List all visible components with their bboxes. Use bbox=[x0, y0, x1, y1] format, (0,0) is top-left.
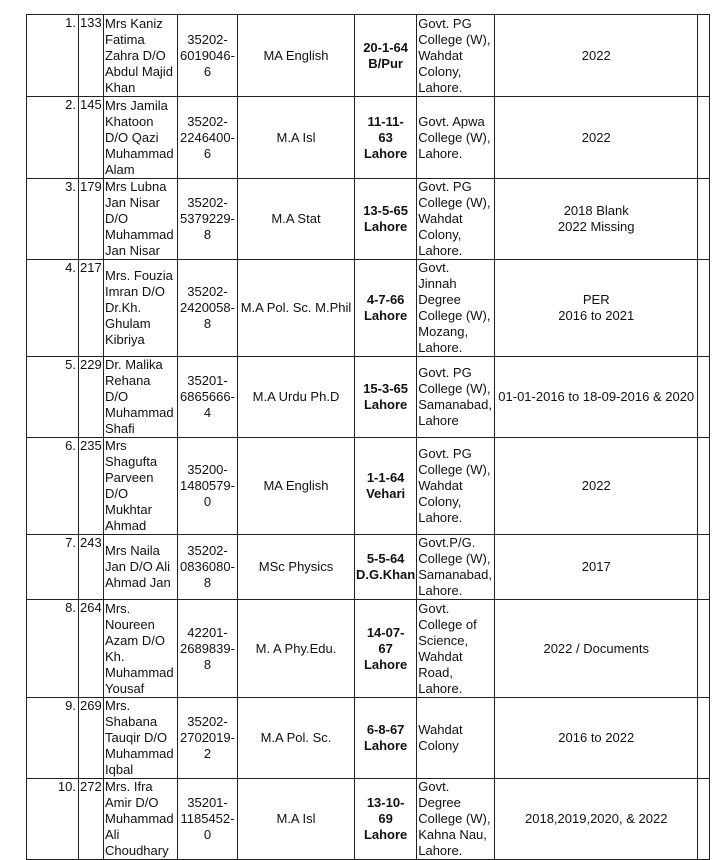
institution-cell bbox=[417, 357, 495, 438]
remarks-cell-text: 2018,2019,2020, & 2022 bbox=[525, 811, 668, 826]
serial-number-cell-text: 1. bbox=[65, 15, 76, 30]
record-number-cell bbox=[79, 438, 104, 535]
records-table bbox=[26, 14, 710, 860]
record-number-cell bbox=[79, 15, 104, 97]
dob-place-cell-text: 13-5-65 Lahore bbox=[363, 203, 409, 234]
cnic-cell-text: 35202- 5379229- 8 bbox=[180, 195, 235, 242]
institution-cell bbox=[417, 179, 495, 260]
serial-number-cell-text: 3. bbox=[65, 179, 76, 194]
remarks-cell-text: 2018 Blank 2022 Missing bbox=[557, 203, 635, 234]
qualification-cell-text: M.A Isl bbox=[276, 129, 316, 145]
institution-cell bbox=[417, 698, 495, 779]
institution-cell bbox=[417, 535, 495, 600]
name-cell-text: Mrs Lubna Jan Nisar D/O Muhammad Jan Nisar bbox=[105, 179, 174, 258]
institution-cell-text: Govt. Jinnah Degree College (W), Mozang, Lahore. bbox=[418, 260, 491, 355]
dob-place-cell-text: 11-11- 63 Lahore bbox=[363, 113, 408, 161]
serial-number-cell-text: 4. bbox=[65, 260, 76, 275]
remarks-cell-text: 2022 bbox=[581, 129, 611, 145]
table-row bbox=[27, 15, 710, 97]
serial-number-cell-text: 6. bbox=[65, 438, 76, 453]
cnic-cell bbox=[178, 535, 238, 600]
cnic-cell-text: 42201- 2689839- 8 bbox=[180, 624, 235, 672]
record-number-cell bbox=[79, 779, 104, 860]
record-number-cell-text: 264 bbox=[80, 600, 102, 615]
dob-place-cell-text: 20-1-64 B/Pur bbox=[363, 39, 409, 71]
institution-cell-text: Govt. PG College (W), Wahdat Colony, Lahore. bbox=[418, 179, 491, 258]
qualification-cell bbox=[238, 779, 355, 860]
table-row bbox=[27, 779, 710, 860]
serial-number-cell bbox=[27, 15, 79, 97]
institution-cell bbox=[417, 779, 495, 860]
cnic-cell bbox=[178, 357, 238, 438]
empty-cell bbox=[698, 179, 710, 260]
institution-cell-text: Govt. PG College (W), Wahdat Colony, Lahore. bbox=[418, 446, 491, 525]
qualification-cell bbox=[238, 260, 355, 357]
cnic-cell-text: 35202- 2420058- 8 bbox=[180, 284, 235, 331]
table-row bbox=[27, 600, 710, 698]
dob-place-cell bbox=[355, 779, 417, 860]
remarks-cell bbox=[495, 600, 698, 698]
table-row bbox=[27, 179, 710, 260]
remarks-cell-text: PER 2016 to 2021 bbox=[558, 292, 635, 323]
qualification-cell-text: MA English bbox=[263, 478, 329, 493]
cnic-cell bbox=[178, 97, 238, 179]
name-cell bbox=[104, 179, 178, 260]
dob-place-cell-text: 4-7-66 Lahore bbox=[363, 292, 408, 323]
empty-cell bbox=[698, 600, 710, 698]
cnic-cell-text: 35202- 2246400- 6 bbox=[180, 113, 235, 161]
record-number-cell-text: 243 bbox=[80, 535, 102, 550]
cnic-cell bbox=[178, 779, 238, 860]
record-number-cell bbox=[79, 357, 104, 438]
institution-cell-text: Govt. Apwa College (W), Lahore. bbox=[418, 113, 491, 161]
name-cell-text: Dr. Malika Rehana D/O Muhammad Shafi bbox=[105, 357, 174, 436]
dob-place-cell-text: 6-8-67 Lahore bbox=[363, 722, 408, 753]
record-number-cell-text: 229 bbox=[80, 357, 102, 372]
institution-cell bbox=[417, 438, 495, 535]
cnic-cell bbox=[178, 15, 238, 97]
cnic-cell-text: 35201- 6865666- 4 bbox=[180, 373, 235, 420]
record-number-cell bbox=[79, 179, 104, 260]
serial-number-cell bbox=[27, 97, 79, 179]
empty-cell bbox=[698, 15, 710, 97]
name-cell bbox=[104, 357, 178, 438]
remarks-cell bbox=[495, 535, 698, 600]
name-cell-text: Mrs Naila Jan D/O Ali Ahmad Jan bbox=[105, 543, 171, 590]
dob-place-cell bbox=[355, 357, 417, 438]
dob-place-cell bbox=[355, 600, 417, 698]
serial-number-cell-text: 7. bbox=[65, 535, 76, 550]
table-row bbox=[27, 438, 710, 535]
name-cell bbox=[104, 260, 178, 357]
qualification-cell bbox=[238, 698, 355, 779]
remarks-cell-text: 2022 bbox=[581, 47, 611, 63]
qualification-cell-text: M.A Urdu Ph.D bbox=[252, 389, 340, 404]
serial-number-cell-text: 9. bbox=[65, 698, 76, 713]
dob-place-cell-text: 15-3-65 Lahore bbox=[363, 381, 409, 412]
table-row bbox=[27, 260, 710, 357]
record-number-cell-text: 272 bbox=[80, 779, 102, 794]
cnic-cell-text: 35202- 6019046- 6 bbox=[180, 31, 235, 79]
serial-number-cell bbox=[27, 600, 79, 698]
record-number-cell bbox=[79, 260, 104, 357]
remarks-cell bbox=[495, 698, 698, 779]
name-cell bbox=[104, 438, 178, 535]
qualification-cell-text: M.A Pol. Sc. bbox=[260, 730, 332, 745]
table-row bbox=[27, 357, 710, 438]
cnic-cell bbox=[178, 698, 238, 779]
qualification-cell-text: M.A Isl bbox=[276, 811, 316, 826]
dob-place-cell bbox=[355, 438, 417, 535]
cnic-cell bbox=[178, 438, 238, 535]
dob-place-cell bbox=[355, 535, 417, 600]
name-cell bbox=[104, 535, 178, 600]
serial-number-cell bbox=[27, 179, 79, 260]
dob-place-cell-text: 1-1-64 Vehari bbox=[366, 470, 406, 501]
empty-cell bbox=[698, 357, 710, 438]
qualification-cell-text: MA English bbox=[263, 47, 329, 63]
remarks-cell-text: 2017 bbox=[581, 559, 611, 574]
cnic-cell bbox=[178, 260, 238, 357]
record-number-cell-text: 269 bbox=[80, 698, 102, 713]
qualification-cell-text: M.A Stat bbox=[271, 211, 321, 226]
qualification-cell-text: MSc Physics bbox=[258, 559, 334, 574]
institution-cell-text: Wahdat Colony bbox=[418, 722, 463, 753]
empty-cell bbox=[698, 535, 710, 600]
institution-cell bbox=[417, 97, 495, 179]
record-number-cell-text: 217 bbox=[80, 260, 102, 275]
dob-place-cell bbox=[355, 15, 417, 97]
serial-number-cell-text: 10. bbox=[57, 779, 76, 794]
empty-cell bbox=[698, 97, 710, 179]
remarks-cell bbox=[495, 15, 698, 97]
remarks-cell-text: 2022 bbox=[581, 478, 611, 493]
empty-cell bbox=[698, 698, 710, 779]
cnic-cell-text: 35202- 0836080- 8 bbox=[180, 543, 235, 590]
qualification-cell-text: M. A Phy.Edu. bbox=[255, 640, 337, 656]
qualification-cell bbox=[238, 535, 355, 600]
name-cell bbox=[104, 15, 178, 97]
qualification-cell bbox=[238, 179, 355, 260]
remarks-cell bbox=[495, 260, 698, 357]
cnic-cell-text: 35201- 1185452- 0 bbox=[180, 795, 235, 842]
dob-place-cell-text: 14-07- 67 Lahore bbox=[363, 624, 408, 672]
remarks-cell bbox=[495, 357, 698, 438]
remarks-cell-text: 2016 to 2022 bbox=[558, 730, 635, 745]
table-row bbox=[27, 97, 710, 179]
institution-cell-text: Govt. PG College (W), Wahdat Colony, Lahore. bbox=[418, 15, 491, 95]
remarks-cell bbox=[495, 438, 698, 535]
records-table-wrapper bbox=[26, 14, 710, 860]
name-cell-text: Mrs Jamila Khatoon D/O Qazi Muhammad Alam bbox=[105, 97, 174, 177]
institution-cell-text: Govt. College of Science, Wahdat Road, Lahore. bbox=[418, 600, 477, 696]
record-number-cell-text: 133 bbox=[80, 15, 102, 30]
records-table-body bbox=[27, 15, 710, 860]
qualification-cell bbox=[238, 357, 355, 438]
cnic-cell-text: 35202- 2702019- 2 bbox=[180, 714, 235, 761]
qualification-cell bbox=[238, 600, 355, 698]
serial-number-cell bbox=[27, 260, 79, 357]
name-cell-text: Mrs. Ifra Amir D/O Muhammad Ali Choudhary bbox=[105, 779, 174, 858]
name-cell bbox=[104, 600, 178, 698]
record-number-cell bbox=[79, 698, 104, 779]
record-number-cell bbox=[79, 97, 104, 179]
dob-place-cell bbox=[355, 698, 417, 779]
institution-cell bbox=[417, 600, 495, 698]
empty-cell bbox=[698, 779, 710, 860]
serial-number-cell bbox=[27, 698, 79, 779]
table-row bbox=[27, 698, 710, 779]
qualification-cell bbox=[238, 15, 355, 97]
dob-place-cell-text: 5-5-64 D.G.Khan bbox=[356, 551, 416, 582]
serial-number-cell-text: 5. bbox=[65, 357, 76, 372]
cnic-cell bbox=[178, 179, 238, 260]
remarks-cell bbox=[495, 779, 698, 860]
name-cell bbox=[104, 97, 178, 179]
record-number-cell-text: 179 bbox=[80, 179, 102, 194]
name-cell-text: Mrs. Fouzia Imran D/O Dr.Kh. Ghulam Kibriya bbox=[105, 268, 173, 347]
institution-cell-text: Govt.P/G. College (W), Samanabad, Lahore. bbox=[418, 535, 492, 598]
name-cell-text: Mrs Kaniz Fatima Zahra D/O Abdul Majid Khan bbox=[105, 15, 173, 95]
record-number-cell-text: 235 bbox=[80, 438, 102, 453]
remarks-cell bbox=[495, 97, 698, 179]
cnic-cell-text: 35200- 1480579- 0 bbox=[180, 462, 235, 509]
qualification-cell bbox=[238, 438, 355, 535]
dob-place-cell bbox=[355, 97, 417, 179]
serial-number-cell-text: 8. bbox=[65, 600, 76, 615]
serial-number-cell bbox=[27, 357, 79, 438]
institution-cell-text: Govt. PG College (W), Samanabad, Lahore bbox=[418, 365, 492, 428]
qualification-cell-text: M.A Pol. Sc. M.Phil bbox=[240, 300, 352, 315]
name-cell bbox=[104, 698, 178, 779]
empty-cell bbox=[698, 438, 710, 535]
name-cell-text: Mrs Shagufta Parveen D/O Mukhtar Ahmad bbox=[105, 438, 158, 533]
remarks-cell-text: 2022 / Documents bbox=[543, 640, 649, 656]
institution-cell bbox=[417, 15, 495, 97]
record-number-cell bbox=[79, 535, 104, 600]
institution-cell-text: Govt. Degree College (W), Kahna Nau, Lahore. bbox=[418, 779, 491, 858]
qualification-cell bbox=[238, 97, 355, 179]
remarks-cell bbox=[495, 179, 698, 260]
name-cell bbox=[104, 779, 178, 860]
cnic-cell bbox=[178, 600, 238, 698]
table-row bbox=[27, 535, 710, 600]
name-cell-text: Mrs. Noureen Azam D/O Kh. Muhammad Yousaf bbox=[105, 600, 174, 696]
serial-number-cell bbox=[27, 535, 79, 600]
record-number-cell bbox=[79, 600, 104, 698]
dob-place-cell-text: 13-10- 69 Lahore bbox=[363, 795, 408, 842]
record-number-cell-text: 145 bbox=[80, 97, 102, 112]
name-cell-text: Mrs. Shabana Tauqir D/O Muhammad Iqbal bbox=[105, 698, 174, 777]
serial-number-cell bbox=[27, 779, 79, 860]
serial-number-cell-text: 2. bbox=[65, 97, 76, 112]
serial-number-cell bbox=[27, 438, 79, 535]
dob-place-cell bbox=[355, 260, 417, 357]
empty-cell bbox=[698, 260, 710, 357]
institution-cell bbox=[417, 260, 495, 357]
dob-place-cell bbox=[355, 179, 417, 260]
remarks-cell-text: 01-01-2016 to 18-09-2016 & 2020 bbox=[498, 389, 695, 404]
